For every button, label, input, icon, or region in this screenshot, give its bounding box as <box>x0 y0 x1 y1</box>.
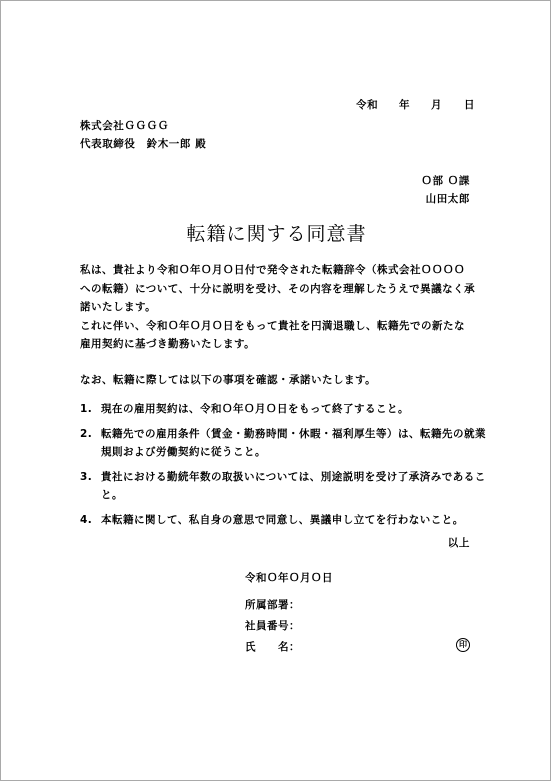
list-text: 転籍先での雇用条件（賃金・勤務時間・休暇・福利厚生等）は、転籍先の就業規則および労働契約に従うこと。 <box>101 427 486 458</box>
dept-label: 所属部署： <box>245 599 300 611</box>
closing-text: 以上 <box>447 537 470 549</box>
list-item <box>80 425 490 462</box>
list-number: 3. <box>80 470 93 483</box>
sign-date: 令和Ｏ年Ｏ月Ｏ日 <box>245 572 333 584</box>
confirm-list <box>80 400 490 535</box>
list-number: 4. <box>80 513 93 526</box>
date-year: 年 <box>399 99 411 111</box>
addressee-company: 株式会社ＧＧＧＧ <box>80 120 169 132</box>
body-line: 私は、貴社より令和Ｏ年Ｏ月Ｏ日付で発令された転籍辞令（株式会社ＯＯＯＯ <box>80 264 465 276</box>
body-line: 諾いたします。 <box>80 301 157 313</box>
list-text: 現在の雇用契約は、令和Ｏ年Ｏ月Ｏ日をもって終了すること。 <box>101 403 409 415</box>
confirm-intro <box>80 371 488 390</box>
date-day: 日 <box>464 99 476 111</box>
body-line: これに伴い、令和Ｏ年Ｏ月Ｏ日をもって貴社を円満退職し、転籍先での新たな <box>80 319 465 332</box>
body-line: 雇用契約に基づき勤務いたします。 <box>80 338 256 350</box>
body-line: なお、転籍に際しては以下の事項を確認・承諾いたします。 <box>80 374 377 386</box>
addressee-person: 代表取締役 鈴木一郎 殿 <box>80 138 207 150</box>
list-item <box>80 400 490 419</box>
employee-number-label: 社員番号： <box>245 620 300 632</box>
list-number: 2. <box>80 427 93 440</box>
list-text: 貴社における勤続年数の取扱いについては、別途説明を受け了承済みであること。 <box>101 470 486 501</box>
sender-department: Ｏ部 Ｏ課 <box>421 175 470 187</box>
list-item <box>80 468 490 505</box>
date-month: 月 <box>431 99 443 111</box>
list-item <box>80 511 490 530</box>
name-label: 氏 名： <box>245 641 300 653</box>
date-era: 令和 <box>356 99 379 111</box>
body-line: への転籍）について、十分に説明を受け、その内容を理解したうえで異議なく承 <box>80 282 476 295</box>
body-text <box>80 261 488 354</box>
document-title: 転籍に関する同意書 <box>186 223 367 245</box>
list-number: 1. <box>80 403 93 415</box>
seal-icon: 印 <box>456 638 470 652</box>
sender-name: 山田太郎 <box>425 193 470 205</box>
list-text: 本転籍に関して、私自身の意思で同意し、異議申し立てを行わないこと。 <box>101 513 464 526</box>
